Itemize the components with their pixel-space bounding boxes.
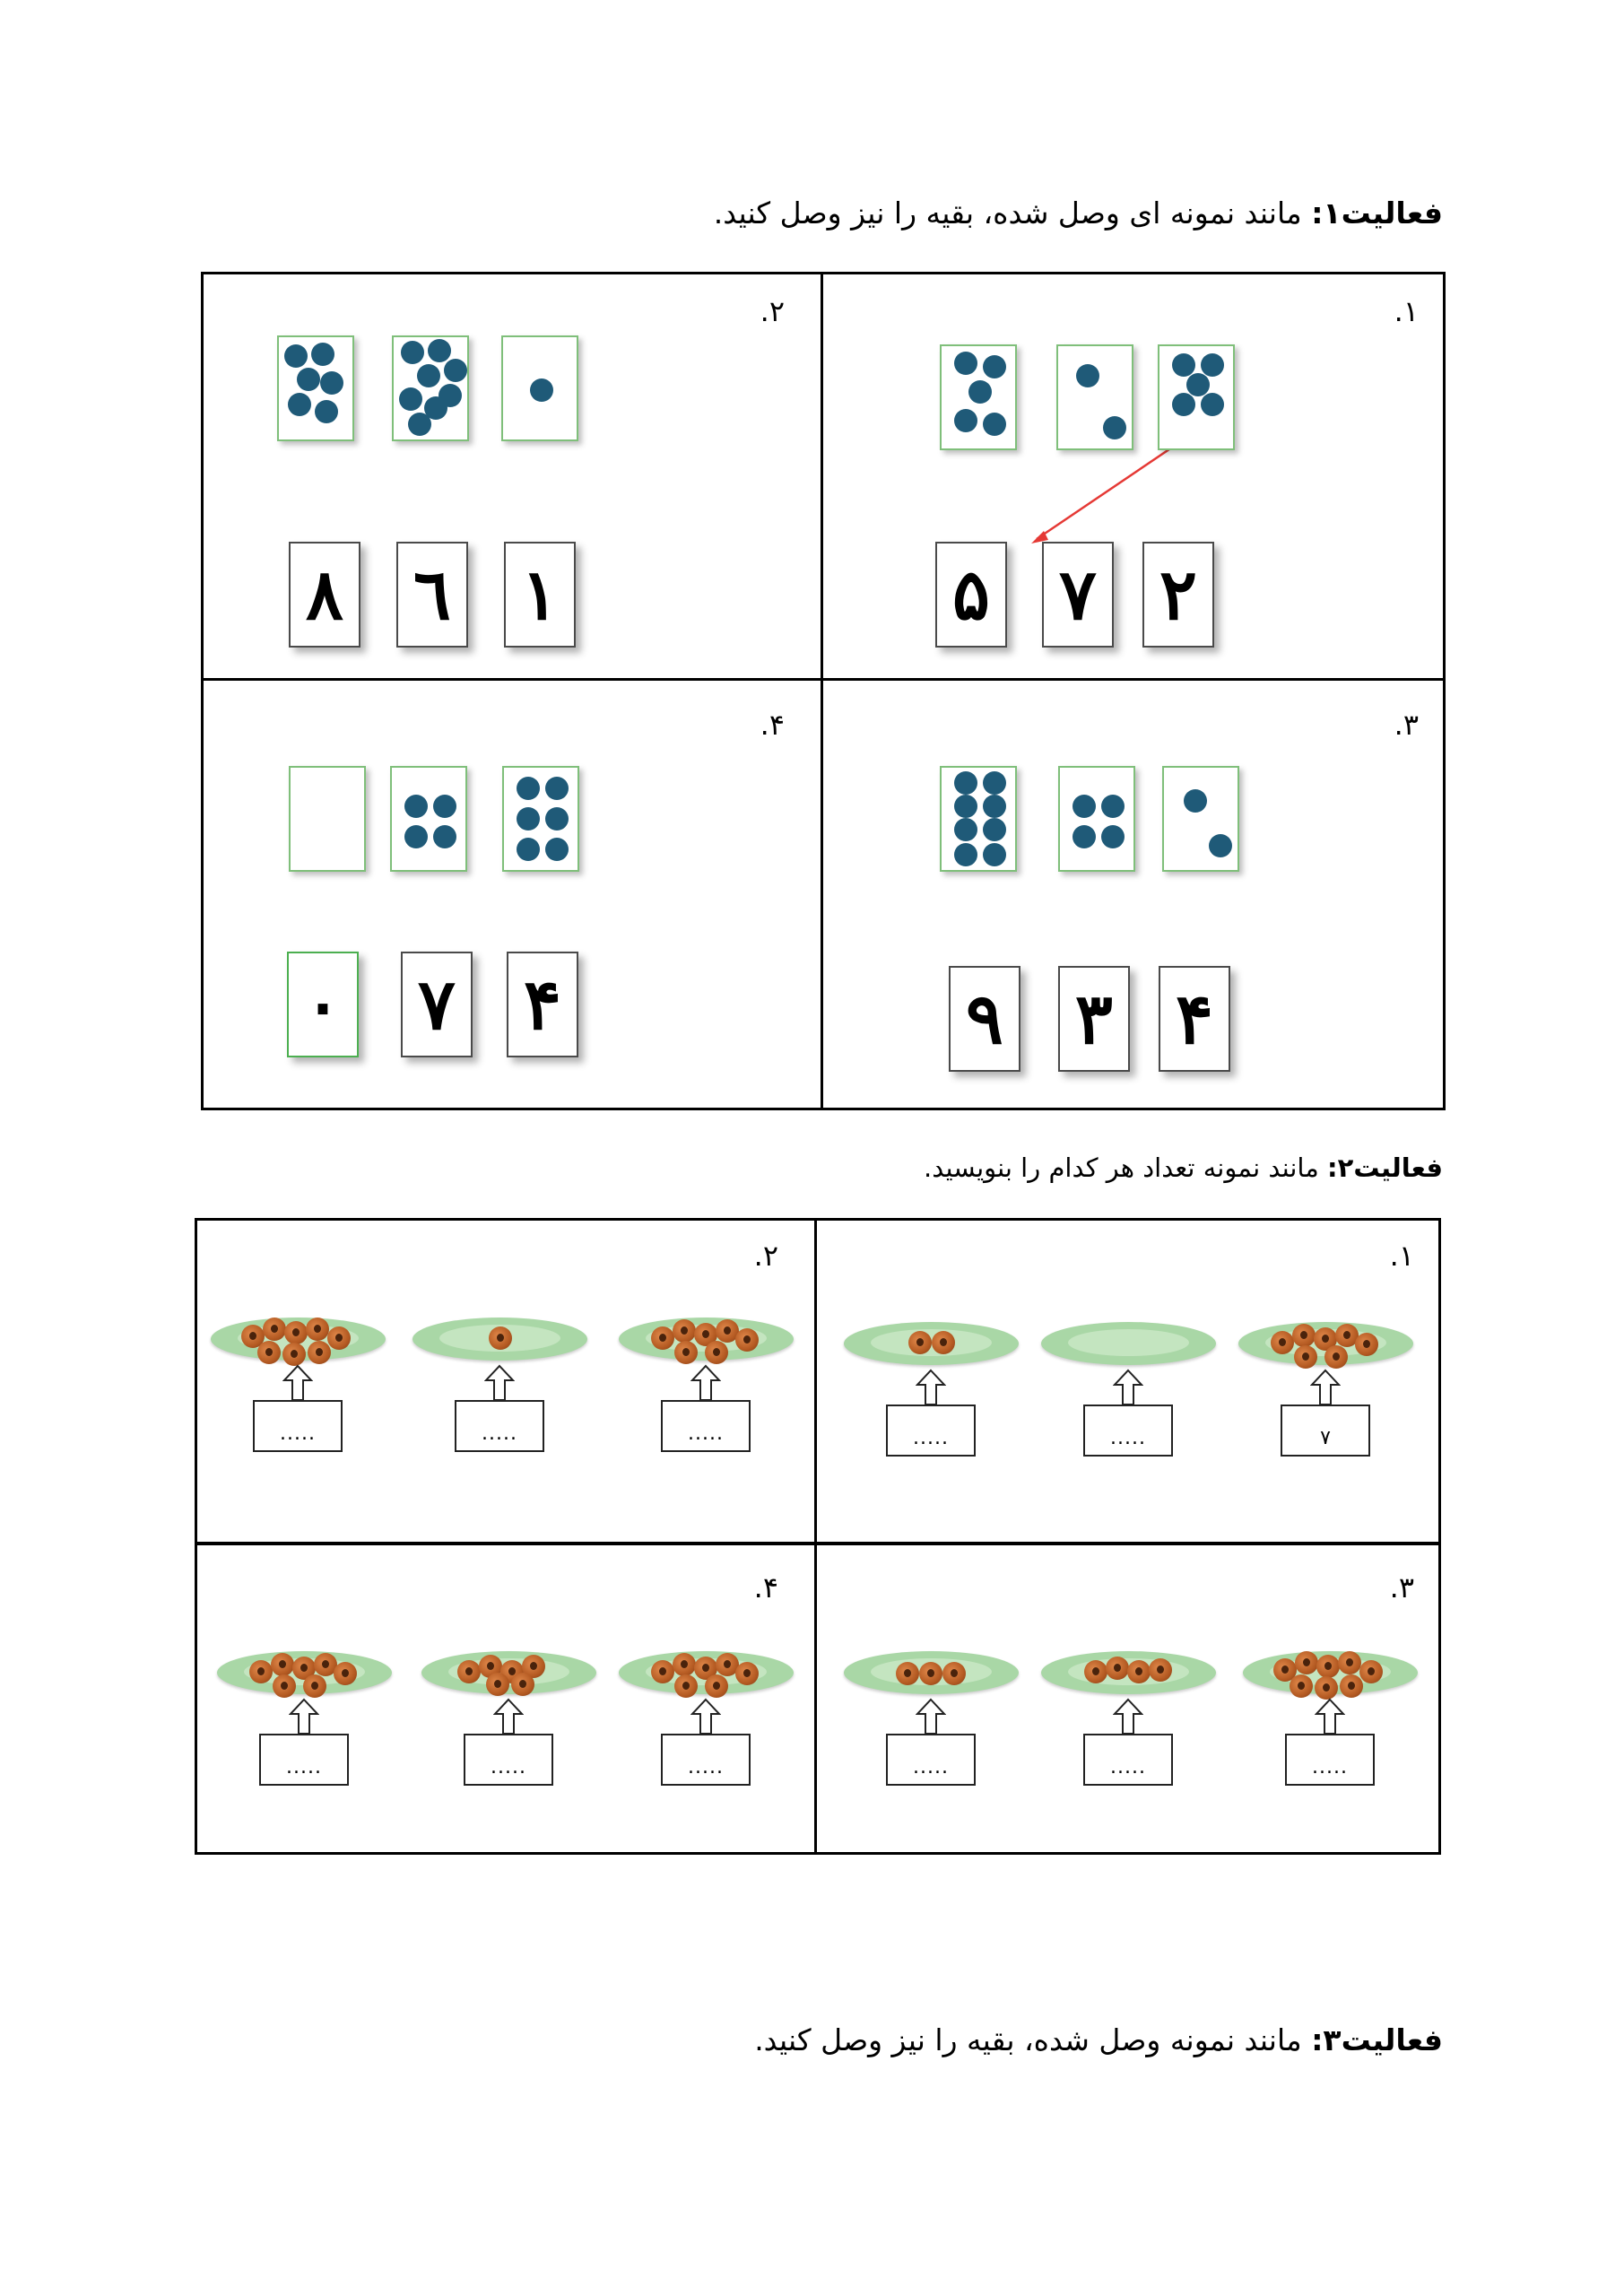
dot bbox=[311, 343, 334, 366]
answer-box-2[interactable]: ..... bbox=[1083, 1734, 1173, 1786]
up-arrow-icon bbox=[1113, 1698, 1143, 1735]
activity3-title-bold: فعالیت۳: bbox=[1311, 2022, 1443, 2057]
plate-2 bbox=[413, 1301, 587, 1364]
dot bbox=[315, 400, 338, 423]
plate-1 bbox=[619, 1635, 794, 1698]
dot-card-2[interactable] bbox=[390, 766, 467, 872]
answer-box-3[interactable]: ..... bbox=[886, 1405, 976, 1457]
dot bbox=[404, 825, 428, 848]
up-arrow-icon bbox=[484, 1364, 515, 1402]
ball bbox=[271, 1653, 294, 1676]
a1-cell-2 bbox=[204, 274, 821, 678]
ball bbox=[282, 1343, 306, 1366]
dot-card-1[interactable] bbox=[277, 335, 354, 441]
ball bbox=[908, 1331, 932, 1354]
a1-cell-2-number: .۲ bbox=[760, 294, 785, 328]
dot bbox=[408, 413, 431, 436]
dot bbox=[968, 380, 992, 404]
dot bbox=[1201, 393, 1224, 416]
up-arrow-icon bbox=[916, 1698, 946, 1735]
ball bbox=[489, 1326, 512, 1350]
dot bbox=[954, 795, 977, 818]
a2-cell-2 bbox=[197, 1221, 814, 1542]
plate-center bbox=[1068, 1329, 1189, 1356]
a1-cell-4-numeral-2[interactable]: ۷ bbox=[401, 952, 473, 1057]
dot bbox=[444, 359, 467, 382]
plate-3 bbox=[844, 1306, 1019, 1369]
activity1-grid bbox=[201, 272, 1446, 1110]
ball bbox=[735, 1328, 759, 1352]
dot bbox=[433, 795, 456, 818]
dot-card-3[interactable] bbox=[502, 766, 579, 872]
a1-example-link-arrow bbox=[823, 274, 1446, 678]
dot-card-2[interactable] bbox=[1056, 344, 1133, 450]
answer-box-2[interactable]: ..... bbox=[1083, 1405, 1173, 1457]
up-arrow-icon bbox=[1113, 1369, 1143, 1406]
a1-cell-3-numeral-1[interactable]: ۹ bbox=[949, 966, 1020, 1072]
a1-cell-2-numeral-1[interactable]: ۸ bbox=[289, 542, 360, 648]
dot bbox=[1103, 416, 1126, 439]
ball bbox=[308, 1341, 331, 1364]
a2-cell-1 bbox=[817, 1221, 1441, 1542]
activity3-heading bbox=[754, 2022, 1443, 2057]
ball bbox=[1316, 1655, 1340, 1678]
answer-box-3[interactable]: ..... bbox=[253, 1400, 343, 1452]
ball bbox=[273, 1674, 296, 1698]
dot bbox=[517, 807, 540, 831]
dot bbox=[1073, 795, 1096, 818]
ball bbox=[896, 1662, 919, 1685]
a2-cell-1-number: .۱ bbox=[1389, 1239, 1414, 1273]
dot bbox=[1172, 393, 1195, 416]
ball bbox=[651, 1660, 674, 1683]
a1-cell-4-numeral-3[interactable]: ۴ bbox=[507, 952, 578, 1057]
plate-1 bbox=[1243, 1635, 1418, 1698]
up-arrow-icon bbox=[690, 1364, 721, 1402]
dot-card-2[interactable] bbox=[392, 335, 469, 441]
plate-2 bbox=[1041, 1635, 1216, 1698]
ball bbox=[673, 1653, 696, 1676]
dot bbox=[517, 838, 540, 861]
plate-2 bbox=[1041, 1306, 1216, 1369]
dot bbox=[288, 393, 311, 416]
a2-cell-3-number: .۳ bbox=[1389, 1570, 1414, 1605]
dot bbox=[1076, 364, 1099, 387]
dot bbox=[1209, 834, 1232, 857]
answer-box-1[interactable]: ۷ bbox=[1281, 1405, 1370, 1457]
up-arrow-icon bbox=[282, 1364, 313, 1402]
activity3-title-text: مانند نمونه وصل شده، بقیه را نیز وصل کنید. bbox=[754, 2022, 1312, 2057]
ball bbox=[705, 1674, 728, 1698]
dot bbox=[983, 413, 1006, 436]
dot bbox=[983, 843, 1006, 866]
plate-3 bbox=[844, 1635, 1019, 1698]
dot bbox=[297, 368, 320, 391]
a1-cell-3-numeral-3[interactable]: ۴ bbox=[1159, 966, 1230, 1072]
ball bbox=[1292, 1324, 1316, 1347]
ball bbox=[1315, 1676, 1338, 1700]
dot bbox=[1201, 353, 1224, 377]
plate-1 bbox=[619, 1301, 794, 1364]
dot bbox=[1101, 825, 1125, 848]
ball bbox=[705, 1341, 728, 1364]
ball bbox=[1127, 1660, 1151, 1683]
ball bbox=[284, 1321, 308, 1344]
ball bbox=[1324, 1345, 1348, 1369]
dot bbox=[320, 371, 343, 395]
ball bbox=[674, 1674, 698, 1698]
answer-box-2[interactable]: ..... bbox=[464, 1734, 553, 1786]
ball bbox=[919, 1662, 942, 1685]
dot-card-1[interactable] bbox=[940, 766, 1017, 872]
ball bbox=[1359, 1660, 1383, 1683]
dot bbox=[983, 355, 1006, 378]
dot-card-1[interactable] bbox=[940, 344, 1017, 450]
dot bbox=[1184, 789, 1207, 813]
dot bbox=[399, 387, 422, 411]
dot bbox=[401, 341, 424, 364]
ball bbox=[263, 1318, 286, 1341]
dot bbox=[545, 777, 569, 800]
a1-cell-1-numeral-3[interactable]: ۲ bbox=[1142, 542, 1214, 648]
dot bbox=[983, 771, 1006, 795]
answer-box-1[interactable]: ..... bbox=[661, 1400, 751, 1452]
ball bbox=[651, 1326, 674, 1350]
dot bbox=[954, 843, 977, 866]
ball bbox=[1084, 1660, 1107, 1683]
dot bbox=[1073, 825, 1096, 848]
answer-box-1[interactable]: ..... bbox=[1285, 1734, 1375, 1786]
answer-box-2[interactable]: ..... bbox=[455, 1400, 544, 1452]
ball bbox=[257, 1341, 281, 1364]
ball bbox=[327, 1326, 351, 1350]
ball bbox=[486, 1673, 509, 1696]
ball bbox=[457, 1660, 481, 1683]
a1-cell-1 bbox=[823, 274, 1446, 678]
a1-cell-4 bbox=[204, 681, 821, 1110]
activity2-heading bbox=[924, 1152, 1443, 1183]
a2-cell-3 bbox=[817, 1545, 1441, 1855]
dot bbox=[1101, 795, 1125, 818]
a1-cell-1-numeral-2[interactable]: ۷ bbox=[1042, 542, 1114, 648]
ball bbox=[1290, 1674, 1313, 1698]
a1-cell-4-numeral-1[interactable]: ۰ bbox=[287, 952, 359, 1057]
up-arrow-icon bbox=[1315, 1698, 1345, 1735]
a1-cell-3-numeral-2[interactable]: ۳ bbox=[1058, 966, 1130, 1072]
activity1-title-text: مانند نمونه ای وصل شده، بقیه را نیز وصل کنید. bbox=[713, 196, 1312, 230]
plate-1 bbox=[1238, 1306, 1413, 1369]
activity2-grid bbox=[195, 1218, 1441, 1855]
ball bbox=[1294, 1345, 1317, 1369]
a1-cell-4-number: .۴ bbox=[760, 708, 785, 742]
dot-card-1[interactable] bbox=[289, 766, 366, 872]
answer-box-3[interactable]: ..... bbox=[886, 1734, 976, 1786]
ball bbox=[735, 1662, 759, 1685]
plate-3 bbox=[217, 1635, 392, 1698]
dot-card-2[interactable] bbox=[1058, 766, 1135, 872]
activity1-heading bbox=[714, 196, 1443, 230]
dot bbox=[954, 352, 977, 375]
ball bbox=[334, 1662, 357, 1685]
a1-cell-3 bbox=[823, 681, 1446, 1110]
ball bbox=[1106, 1657, 1129, 1680]
dot-card-3[interactable] bbox=[1158, 344, 1235, 450]
dot bbox=[517, 777, 540, 800]
ball bbox=[1295, 1651, 1318, 1674]
dot bbox=[1172, 353, 1195, 377]
answer-box-3[interactable]: ..... bbox=[259, 1734, 349, 1786]
dot bbox=[545, 838, 569, 861]
a2-cell-4 bbox=[197, 1545, 814, 1855]
ball bbox=[1271, 1331, 1294, 1354]
dot bbox=[417, 364, 440, 387]
ball bbox=[306, 1318, 329, 1341]
ball bbox=[1355, 1333, 1378, 1356]
up-arrow-icon bbox=[916, 1369, 946, 1406]
dot bbox=[983, 818, 1006, 841]
plate-3 bbox=[211, 1301, 386, 1364]
ball bbox=[249, 1660, 273, 1683]
up-arrow-icon bbox=[690, 1698, 721, 1735]
dot bbox=[433, 825, 456, 848]
ball bbox=[932, 1331, 955, 1354]
dot bbox=[983, 795, 1006, 818]
a2-cell-2-number: .۲ bbox=[753, 1239, 778, 1273]
ball bbox=[511, 1673, 534, 1696]
up-arrow-icon bbox=[1310, 1369, 1341, 1406]
ball bbox=[303, 1674, 326, 1698]
dot bbox=[404, 795, 428, 818]
up-arrow-icon bbox=[493, 1698, 524, 1735]
answer-box-1[interactable]: ..... bbox=[661, 1734, 751, 1786]
ball bbox=[1340, 1674, 1363, 1698]
dot bbox=[1186, 373, 1210, 396]
activity2-title-bold: فعالیت۲: bbox=[1327, 1152, 1443, 1183]
activity1-title-bold: فعالیت۱: bbox=[1311, 196, 1443, 230]
dot bbox=[530, 378, 553, 402]
dot-card-3[interactable] bbox=[1162, 766, 1239, 872]
dot bbox=[954, 771, 977, 795]
dot-card-3[interactable] bbox=[501, 335, 578, 441]
plate-2 bbox=[421, 1635, 596, 1698]
activity2-title-text: مانند نمونه تعداد هر کدام را بنویسید. bbox=[924, 1152, 1327, 1183]
ball bbox=[1338, 1651, 1361, 1674]
a1-cell-2-numeral-3[interactable]: ۱ bbox=[504, 542, 576, 648]
a2-cell-4-number: .۴ bbox=[753, 1570, 778, 1605]
a1-cell-1-number: .۱ bbox=[1394, 294, 1419, 328]
a1-cell-3-number: .۳ bbox=[1394, 708, 1419, 742]
dot bbox=[954, 409, 977, 432]
dot bbox=[954, 818, 977, 841]
dot bbox=[428, 339, 451, 362]
ball bbox=[1149, 1658, 1172, 1682]
ball bbox=[674, 1341, 698, 1364]
ball bbox=[673, 1319, 696, 1343]
a1-cell-1-numeral-1[interactable]: ۵ bbox=[935, 542, 1007, 648]
up-arrow-icon bbox=[289, 1698, 319, 1735]
dot bbox=[284, 344, 308, 368]
dot bbox=[545, 807, 569, 831]
ball bbox=[942, 1662, 966, 1685]
a1-cell-2-numeral-2[interactable]: ٦ bbox=[396, 542, 468, 648]
